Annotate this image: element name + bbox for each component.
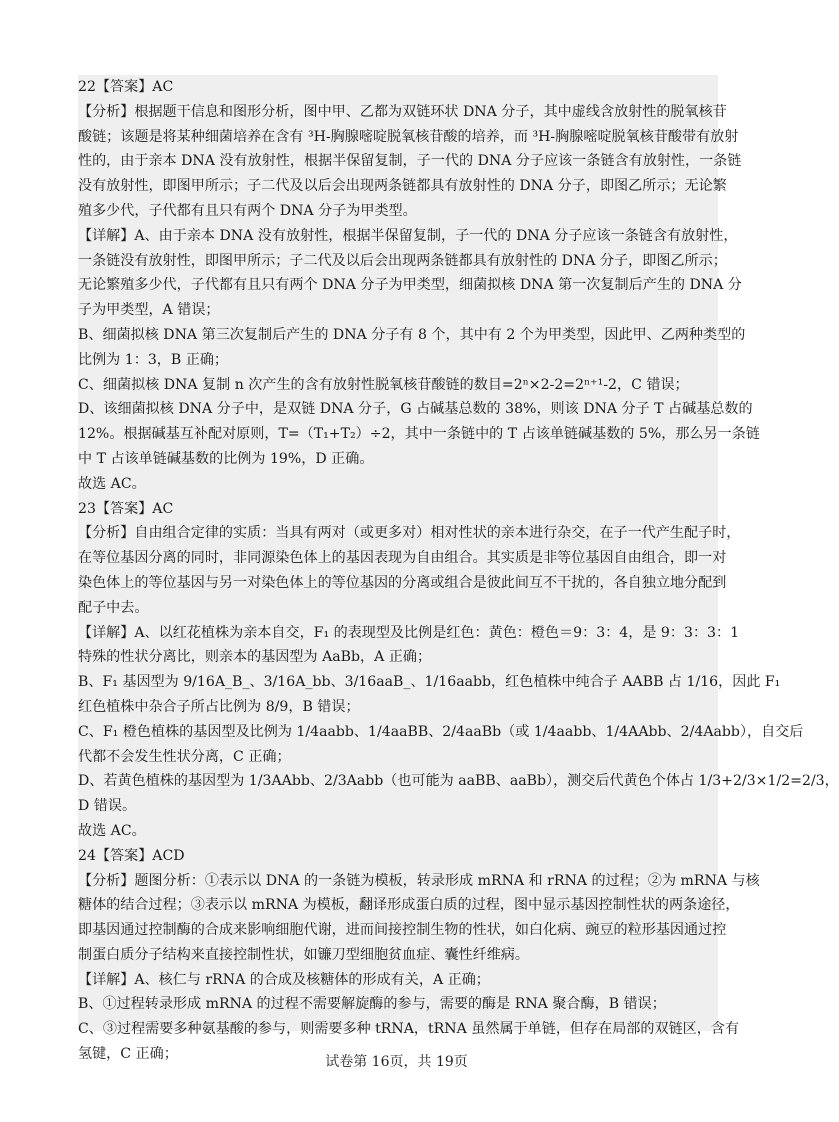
text-line: 故选 AC。 [78, 475, 146, 492]
text-line: 【分析】根据题干信息和图形分析，图中甲、乙都为双链环状 DNA 分子，其中虚线含放射性的脱氧核苷 [78, 103, 727, 120]
page-footer: 试卷第 16页，共 19页 [325, 1054, 468, 1070]
text-line: 没有放射性，即图甲所示；子二代及以后会出现两条链都具有放射性的 DNA 分子，即图乙所示；无论繁 [78, 178, 727, 195]
text-line: C、细菌拟核 DNA 复制 n 次产生的含有放射性脱氧核苷酸链的数目=2ⁿ×2-2=2ⁿ⁺¹-2，C 错误； [78, 376, 689, 393]
text-line: 糖体的结合过程；③表示以 mRNA 为模板，翻译形成蛋白质的过程，图中显示基因控制性状的两条途径， [78, 897, 740, 914]
text-line: 【详解】A、由于亲本 DNA 没有放射性，根据半保留复制，子一代的 DNA 分子应该一条链含有放射性， [78, 227, 738, 244]
text-line: 无论繁殖多少代，子代都有且只有两个 DNA 分子为甲类型，细菌拟核 DNA 第一次复制后产生的 DNA 分 [78, 277, 742, 294]
text-line: 特殊的性状分离比，则亲本的基因型为 AaBb，A 正确； [78, 649, 432, 666]
text-line: 酸链；该题是将某种细菌培养在含有 ³H-胸腺嘧啶脱氧核苷酸的培养，而 ³H-胸腺嘧啶脱氧核苷酸带有放射 [78, 128, 739, 145]
text-line: 22【答案】AC [78, 79, 174, 95]
text-line: 一条链没有放射性，即图甲所示；子二代及以后会出现两条链都具有放射性的 DNA 分子，即图乙所示； [78, 252, 727, 269]
text-line: 氢键，C 正确； [78, 1046, 178, 1063]
text-line: D、若黄色植株的基因型为 1/3AAbb、2/3Aabb（也可能为 aaBB、aaBb），测交后代黄色个体占 1/3+2/3×1/2=2/3， [78, 773, 839, 790]
text-line: C、F₁ 橙色植株的基因型及比例为 1/4aabb、1/4aaBB、2/4aaBb（或 1/4aabb、1/4AAbb、2/4Aabb），自交后 [78, 723, 804, 740]
text-line: 制蛋白质分子结构来直接控制性状，如镰刀型细胞贫血症、囊性纤维病。 [78, 946, 529, 963]
text-line: B、F₁ 基因型为 9/16A_B_、3/16A_bb、3/16aaB_、1/16aabb，红色植株中纯合子 AABB 占 1/16，因此 F₁ [78, 674, 781, 691]
text-line: B、细菌拟核 DNA 第三次复制后产生的 DNA 分子有 8 个，其中有 2 个为甲类型，因此甲、乙两种类型的 [78, 326, 746, 343]
text-line: 即基因通过控制酶的合成来影响细胞代谢，进而间接控制生物的性状，如白化病、豌豆的粒形基因通过控 [78, 922, 727, 939]
text-line: 【分析】自由组合定律的实质：当具有两对（或更多对）相对性状的亲本进行杂交，在子一代产生配子时， [78, 525, 741, 542]
text-line: 配子中去。 [78, 599, 149, 616]
text-line: 中 T 占该单链碱基数的比例为 19%，D 正确。 [78, 450, 374, 467]
text-line: 比例为 1：3，B 正确； [78, 351, 228, 368]
text-line: 【分析】题图分析：①表示以 DNA 的一条链为模板，转录形成 mRNA 和 rRNA 的过程；②为 mRNA 与核 [78, 872, 760, 889]
text-line: 12%。根据碱基互补配对原则，T=（T₁+T₂）÷2，其中一条链中的 T 占该单链碱基数的 5%，那么另一条链 [78, 426, 760, 443]
text-line: 在等位基因分离的同时，非同源染色体上的基因表现为自由组合。其实质是非等位基因自由组合，即一对 [78, 550, 727, 567]
text-line: 殖多少代，子代都有且只有两个 DNA 分子为甲类型。 [78, 202, 417, 219]
text-line: 染色体上的等位基因与另一对染色体上的等位基因的分离或组合是彼此间互不干扰的，各自独立地分配到 [78, 574, 727, 591]
text-line: 性的，由于亲本 DNA 没有放射性，根据半保留复制，子一代的 DNA 分子应该一条链含有放射性，一条链 [78, 153, 742, 170]
text-line: 故选 AC。 [78, 822, 146, 839]
text-line: 23【答案】AC [78, 500, 174, 517]
text-line: D、该细菌拟核 DNA 分子中，是双链 DNA 分子，G 占碱基总数的 38%，则该 DNA 分子 T 占碱基总数的 [78, 401, 753, 418]
text-line: B、①过程转录形成 mRNA 的过程不需要解旋酶的参与，需要的酶是 RNA 聚合酶，B 错误； [78, 996, 666, 1013]
text-line: D 错误。 [78, 798, 137, 815]
text-line: 代都不会发生性状分离，C 正确； [78, 748, 291, 765]
text-line: 红色植株中杂合子所占比例为 8/9，B 错误； [78, 698, 360, 715]
text-line: C、③过程需要多种氨基酸的参与，则需要多种 tRNA，tRNA 虽然属于单链，但存在局部的双链区，含有 [78, 1021, 740, 1038]
text-line: 【详解】A、以红花植株为亲本自交，F₁ 的表现型及比例是红色：黄色：橙色＝9：3：4，是 9：3：3：1 [78, 624, 740, 641]
text-line: 24【答案】ACD [78, 847, 185, 864]
text-line: 子为甲类型，A 错误； [78, 302, 220, 319]
text-line: 【详解】A、核仁与 rRNA 的合成及核糖体的形成有关，A 正确； [78, 971, 490, 988]
